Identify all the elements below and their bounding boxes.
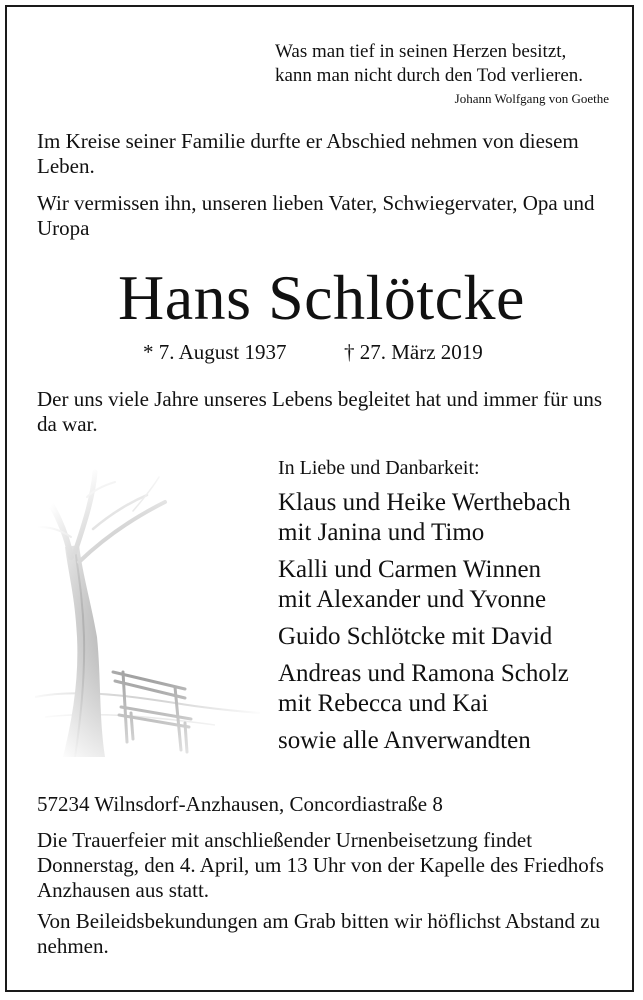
deceased-name: Hans Schlötcke — [118, 262, 525, 333]
mourner-line: mit Alexander und Yvonne — [278, 586, 547, 613]
mourner-line: sowie alle Anverwandten — [278, 727, 531, 754]
list-item — [278, 488, 618, 548]
list-item — [278, 622, 618, 652]
intro-paragraph-1: Im Kreise seiner Familie durfte er Abschied nehmen von diesem Leben. — [37, 129, 579, 178]
list-item — [278, 555, 618, 615]
tribute-text: Der uns viele Jahre unseres Lebens begleitet hat und immer für uns da war. — [37, 387, 603, 436]
birth-date: * 7. August 1937 — [143, 340, 287, 364]
tree-bench-illustration — [35, 467, 260, 757]
mourner-line: Klaus und Heike Werthebach — [278, 489, 571, 516]
quote-author: Johann Wolfgang von Goethe — [454, 91, 609, 106]
mourner-line: mit Janina und Timo — [278, 519, 485, 546]
death-date: † 27. März 2019 — [344, 340, 483, 364]
mourners-intro: In Liebe und Danbarkeit: — [278, 457, 480, 479]
mourner-line: Kalli und Carmen Winnen — [278, 556, 542, 583]
quote-line-1: Was man tief in seinen Herzen besitzt, — [275, 41, 567, 62]
ceremony-text: Die Trauerfeier mit anschließender Urnenbeisetzung findet Donnerstag, den 4. April, um 13 Uhr von der Kapelle des Friedhofs Anzhausen aus statt. — [37, 828, 604, 902]
quote-line-2: kann man nicht durch den Tod verlieren. — [275, 65, 584, 86]
mourners-list — [278, 488, 618, 763]
family-address: 57234 Wilnsdorf-Anzhausen, Concordiastraße 8 — [37, 792, 443, 816]
list-item — [278, 726, 618, 756]
intro-paragraph-2: Wir vermissen ihn, unseren lieben Vater, Schwiegervater, Opa und Uropa — [37, 191, 595, 240]
list-item — [278, 659, 618, 719]
mourner-line: mit Rebecca und Kai — [278, 690, 489, 717]
mourner-line: Guido Schlötcke mit David — [278, 623, 553, 650]
condolence-request: Von Beileidsbekundungen am Grab bitten wir höflichst Abstand zu nehmen. — [37, 909, 601, 958]
quote — [275, 40, 583, 88]
mourner-line: Andreas und Ramona Scholz — [278, 660, 569, 687]
